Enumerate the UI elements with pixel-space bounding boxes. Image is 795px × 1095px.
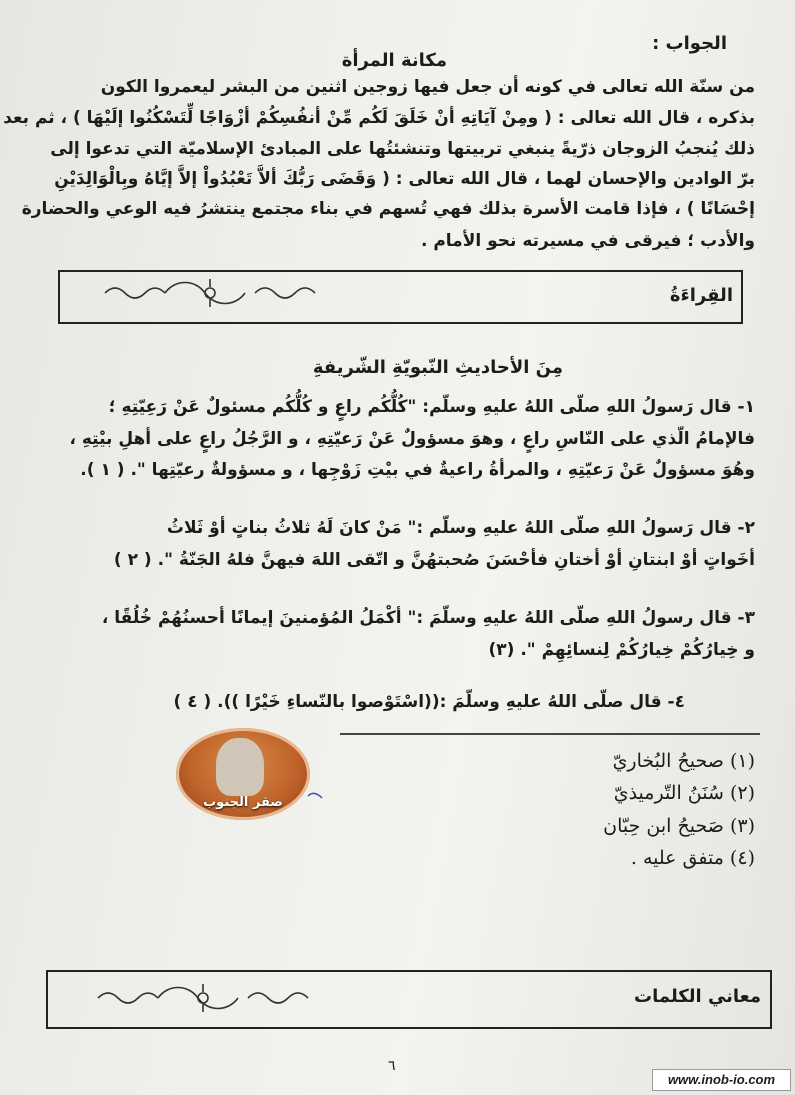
reference-item: (٤) متفق عليه .: [630, 847, 755, 869]
logo-stamp: [176, 728, 310, 820]
intro-line: من سنّة الله تعالى في كونه أن جعل فيها زوجين اثنين من البشر ليعمروا الكون: [100, 77, 755, 97]
intro-line: إحْسَانًا ) ، فإذا قامت الأسرة بذلك فهي تُسهم في بناء مجتمع ينتشرُ فيه الوعي والحضارة: [21, 199, 755, 219]
intro-line: ذلك يُنجبُ الزوجان ذرّيةً ينبغي تربيتها وتنشئتُها على المبادئ الإسلاميّة التي تدعوا إلى: [50, 139, 755, 159]
hadith-3-line: و خِيارُكُمْ خِيارُكُمْ لِنسائِهِمْ ". (٣): [488, 640, 755, 660]
ornament-divider-icon: [88, 980, 318, 1016]
hadith-3-line: ٣- قال رسولُ اللهِ صلّى اللهُ عليهِ وسلّمَ :" أكْمَلُ المُؤمنينَ إيمانًا أحسنُهُمْ خُلُقًا ،: [101, 608, 755, 628]
pen-mark-icon: [306, 786, 326, 806]
intro-line: برّ الوادين والإحسان لهما ، قال الله تعالى : ( وَقَضَى رَبُّكَ ألاَّ تَعْبُدُواْ إلاَّ إيَّاهُ وبِالْوَالِدَيْنِ: [54, 169, 755, 189]
meanings-label: معاني الكلمات: [634, 986, 761, 1007]
intro-line: والأدب ؛ فيرقى في مسيرته نحو الأمام .: [420, 231, 755, 251]
watermark-link[interactable]: www.inob-io.com: [652, 1069, 791, 1091]
separator-line: [340, 733, 760, 735]
hadith-2-line: ٢- قال رَسولُ اللهِ صلّى اللهُ عليهِ وسلّم :" مَنْ كانَ لَهُ ثلاثُ بناتٍ أوْ ثَلاثُ: [166, 518, 755, 538]
reference-item: (١) صحيحُ البُخاريّ: [612, 750, 755, 772]
section-title: مكانة المرأة: [341, 50, 447, 71]
hadith-4-line: ٤- قال صلّى اللهُ عليهِ وسلّمَ :((اسْتَوْصوا بالنّساءِ خَيْرًا )). ( ٤ ): [173, 692, 685, 712]
ornament-divider-icon: [95, 275, 325, 311]
page-number: ٦: [388, 1058, 396, 1074]
stamp-text: صقر الجنوب: [203, 795, 283, 810]
hadith-title: مِنَ الأحاديثِ النّبويّةِ الشّريفةِ: [312, 357, 563, 378]
reference-item: (٣) صَحيحُ ابن حِبّان: [603, 815, 755, 837]
hadith-2-line: أخَواتٍ أوْ ابنتانِ أوْ أختانِ فأحْسَنَ صُحبتهُنَّ و اتّقى اللهَ فيهنَّ فلهُ الجَنّةُ ". ( ٢ ): [113, 550, 755, 570]
intro-line: بذكره ، قال الله تعالى : ( ومِنْ آيَاتِهِ أنْ خَلَقَ لَكُم مِّنْ أنفُسِكُمْ أزْوَاجًا لِّتَسْكُنُوا إلَيْهَا ) ، ثم بعد: [3, 108, 755, 128]
hadith-1-line: ١- قال رَسولُ اللهِ صلّى اللهُ عليهِ وسلّم: "كُلُّكُم راعٍ و كُلُّكُم مسئولٌ عَنْ رَعِيّتِهِ ؛: [108, 397, 755, 417]
reference-item: (٢) سُنَنُ التّرميذيّ: [613, 782, 755, 804]
reading-label: القِراءَةُ: [669, 285, 733, 306]
hadith-1-line: فالإمامُ الّذي على النّاسِ راعٍ ، وهوَ مسؤولٌ عَنْ رَعيّتِهِ ، و الرَّجُلُ راعٍ على أهلِ بيْتِهِ ،: [69, 429, 755, 449]
falcon-icon: [216, 738, 264, 796]
hadith-1-line: وهُوَ مسؤولٌ عَنْ رَعيّتِهِ ، والمرأةُ راعيةٌ في بيْتِ زَوْجِها ، و مسؤولةٌ رعيّتِها ". ( ١ ).: [80, 460, 755, 480]
answer-label: الجواب :: [652, 33, 727, 54]
